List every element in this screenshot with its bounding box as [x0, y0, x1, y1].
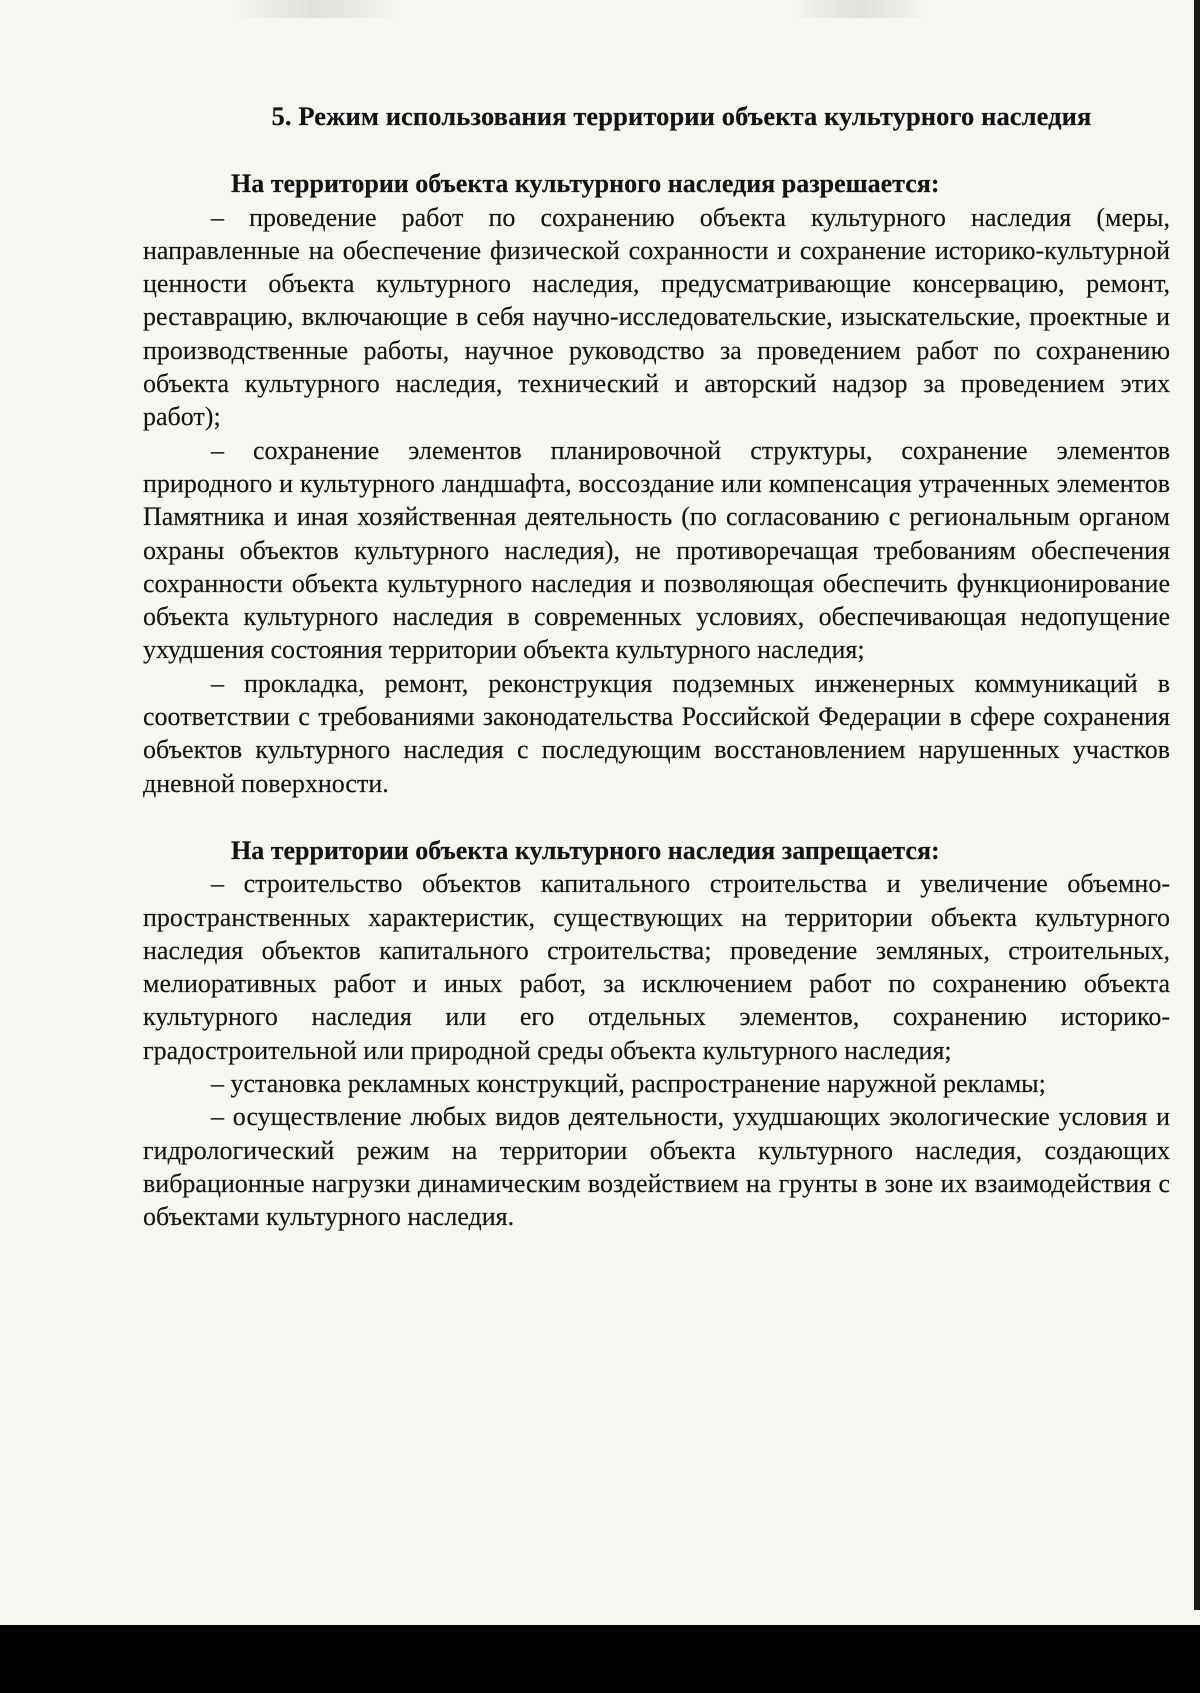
prohibited-heading: На территории объекта культурного наследия запрещается:	[231, 835, 940, 865]
scan-smudge-left	[230, 0, 400, 18]
section-title: 5. Режим использования территории объекта культурного наследия	[271, 101, 1092, 131]
document-body	[143, 100, 1170, 1234]
prohibited-item-2: – установка рекламных конструкций, распространение наружной рекламы;	[211, 1069, 1046, 1099]
allowed-item-1: – проведение работ по сохранению объекта культурного наследия (меры, направленные на обеспечение физической сохранности и сохранение историко-культурной ценности объекта культурного наследия, предусматривающие консервацию, ремонт, реставрацию, включающие в себя научно-исследовательские, изыскательские, проектные и производственные работы, научное руководство за проведением работ по сохранению объекта культурного наследия, технический и авторский надзор за проведением этих работ);	[143, 202, 1170, 432]
allowed-heading: На территории объекта культурного наследия разрешается:	[231, 169, 940, 199]
allowed-item-2: – сохранение элементов планировочной структуры, сохранение элементов природного и культурного ландшафта, воссоздание или компенсация утраченных элементов Памятника и иная хозяйственная деятельность (по согласованию с региональным органом охраны объектов культурного наследия), не противоречащая требованиям обеспечения сохранности объекта культурного наследия и позволяющая обеспечить функционирование объекта культурного наследия в современных условиях, обеспечивающая недопущение ухудшения состояния территории объекта культурного наследия;	[143, 435, 1170, 665]
scan-bottom-band	[0, 1625, 1200, 1693]
scan-smudge-right	[790, 0, 930, 18]
section-gap	[143, 800, 1170, 834]
allowed-item-3: – прокладка, ремонт, реконструкция подземных инженерных коммуникаций в соответствии с требованиями законодательства Российской Федерации в сфере сохранения объектов культурного наследия с последующим восстановлением нарушенных участков дневной поверхности.	[143, 668, 1170, 798]
prohibited-item-3: – осуществление любых видов деятельности, ухудшающих экологические условия и гидрологический режим на территории объекта культурного наследия, создающих вибрационные нагрузки динамическим воздействием на грунты в зоне их взаимодействия с объектами культурного наследия.	[143, 1102, 1170, 1232]
prohibited-item-1: – строительство объектов капитального строительства и увеличение объемно-пространственных характеристик, существующих на территории объекта культурного наследия объектов капитального строительства; проведение земляных, строительных, мелиоративных работ и иных работ, за исключением работ по сохранению объекта культурного наследия или его отдельных элементов, сохранению историко-градостроительной или природной среды объекта культурного наследия;	[143, 869, 1170, 1065]
scan-right-edge	[1194, 0, 1200, 1610]
